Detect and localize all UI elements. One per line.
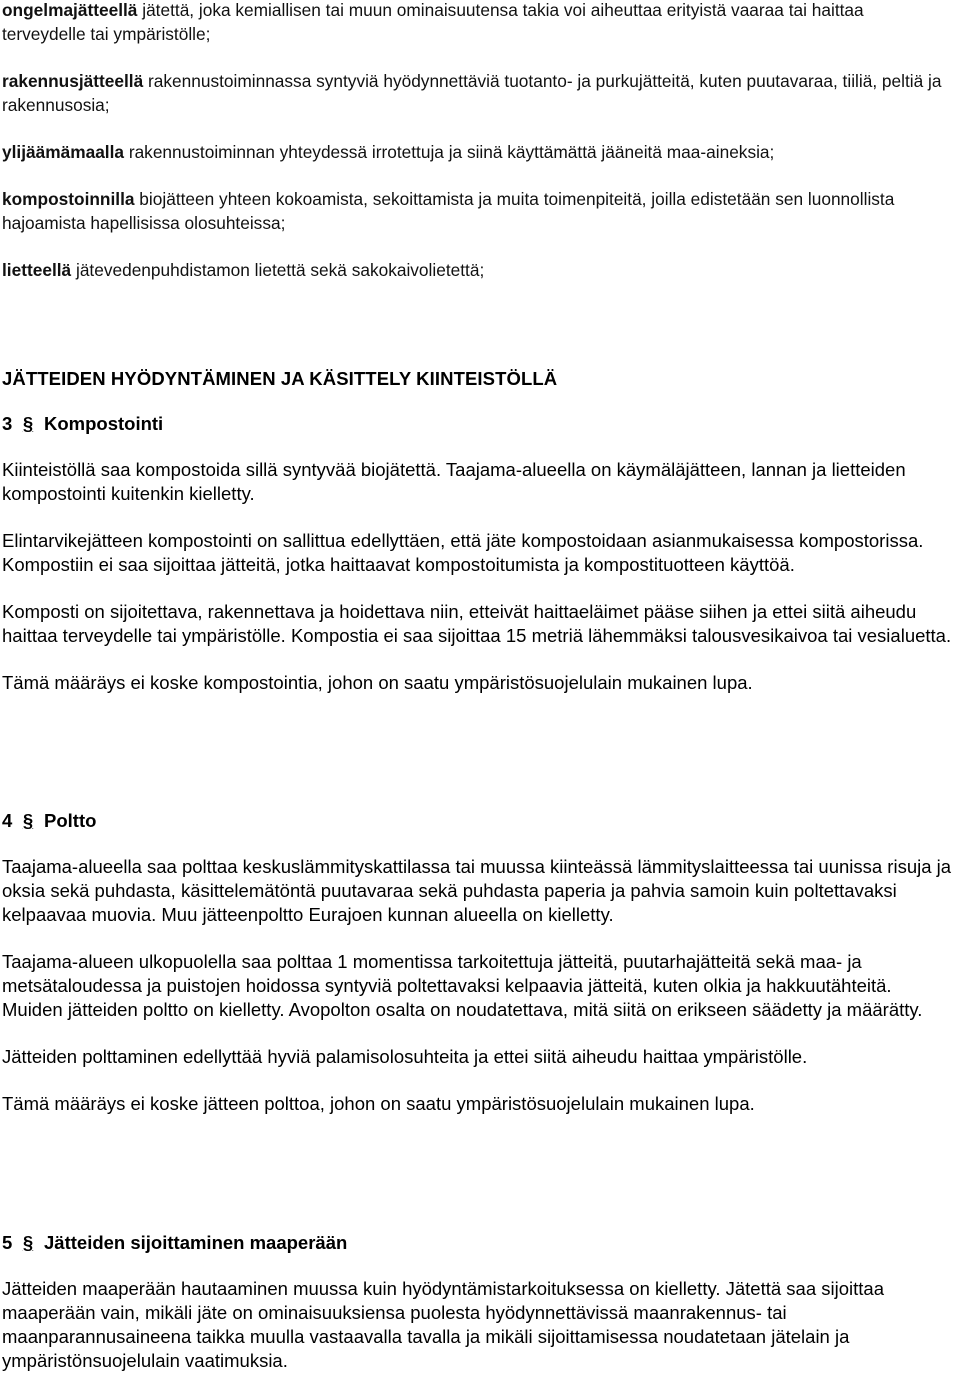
section-title: Jätteiden sijoittaminen maaperään: [44, 1232, 348, 1253]
section-title: Kompostointi: [44, 413, 164, 434]
definition-term: rakennusjätteellä: [2, 71, 144, 91]
paragraph: Jätteiden maaperään hautaaminen muussa kuin hyödyntämistarkoituksessa on kielletty. Jätettä saa sijoittaa maaperään vain, mikäli jäte on ominaisuuksiensa puolesta hyödynnettävissä maanrakennus- tai maanparannusaineena taikka muulla vastaavalla tavalla ja mikäli sijoittamisessa noudatetaan jätelain ja ympäristönsuojelulain vaatimuksia.: [2, 1278, 884, 1371]
definition-text: rakennustoiminnassa syntyviä hyödynnettäviä tuotanto- ja purkujätteitä, kuten puutavaraa, tiiliä, peltiä ja rakennusosia;: [2, 71, 942, 115]
definition-item: [2, 258, 942, 282]
paragraph: Elintarvikejätteen kompostointi on sallittua edellyttäen, että jäte kompostoidaan asianmukaisessa kompostorissa. Kompostiin ei saa sijoittaa jätteitä, jotka haittaavat kompostoitumista ja kompostituotteen käyttöä.: [2, 530, 924, 575]
definition-item: [2, 187, 942, 235]
chapter-title: JÄTTEIDEN HYÖDYNTÄMINEN JA KÄSITTELY KIINTEISTÖLLÄ: [2, 368, 558, 389]
section-body-5: [2, 1277, 957, 1396]
section-symbol: §: [22, 1232, 34, 1253]
section-heading-4: [2, 810, 96, 832]
paragraph: Jätteiden polttaminen edellyttää hyviä palamisolosuhteita ja ettei siitä aiheudu haittaa ympäristölle.: [2, 1046, 808, 1067]
definition-term: ylijäämämaalla: [2, 142, 125, 162]
definition-list: [2, 0, 942, 305]
paragraph: Komposti on sijoitettava, rakennettava ja hoidettava niin, etteivät haittaeläimet pääse siihen ja ettei siitä aiheudu haittaa terveydelle tai ympäristölle. Kompostia ei saa sijoittaa 15 metriä lähemmäksi talousvesikaivoa tai vesialuetta.: [2, 601, 952, 646]
definition-item: [2, 140, 942, 164]
section-number: 3: [2, 413, 13, 434]
definition-text: jätevedenpuhdistamon lietettä sekä sakokaivolietettä;: [71, 260, 485, 280]
section-body-3: [2, 458, 957, 718]
section-heading-5: [2, 1232, 347, 1254]
paragraph: Tämä määräys ei koske jätteen polttoa, johon on saatu ympäristösuojelulain mukainen lupa.: [2, 1093, 755, 1114]
section-title: Poltto: [44, 810, 97, 831]
definition-term: ongelmajätteellä: [2, 0, 138, 20]
paragraph: Kiinteistöllä saa kompostoida sillä syntyvää biojätettä. Taajama-alueella on käymäläjätteen, lannan ja lietteiden kompostointi kuitenkin kielletty.: [2, 459, 906, 504]
definition-item: [2, 69, 942, 117]
definition-term: lietteellä: [2, 260, 72, 280]
section-heading-3: [2, 413, 163, 435]
paragraph: Taajama-alueen ulkopuolella saa polttaa 1 momentissa tarkoitettuja jätteitä, puutarhajätteitä sekä maa- ja metsätaloudessa ja puistojen hoidossa syntyviä poltettavaksi kelpaavia jätteitä, kuten olkia ja hakkuutähteitä. Muiden jätteiden poltto on kielletty. Avopolton osalta on noudatettava, mitä siitä on erikseen säädetty ja määrätty.: [2, 951, 923, 1020]
section-body-4: [2, 855, 957, 1139]
section-symbol: §: [22, 413, 34, 434]
definition-item: [2, 0, 942, 46]
section-number: 4: [2, 810, 13, 831]
section-symbol: §: [22, 810, 34, 831]
paragraph: Taajama-alueella saa polttaa keskuslämmityskattilassa tai muussa kiinteässä lämmityslaitteessa tai uunissa risuja ja oksia sekä puhdasta, käsittelemätöntä puutavaraa sekä puhdasta paperia ja pahvia samoin kuin poltettavaksi kelpaavaa muovia. Muu jätteenpoltto Eurajoen kunnan alueella on kielletty.: [2, 856, 952, 925]
definition-text: jätettä, joka kemiallisen tai muun ominaisuutensa takia voi aiheuttaa erityistä vaaraa tai haittaa terveydelle tai ympäristölle;: [2, 0, 864, 44]
definition-term: kompostoinnilla: [2, 189, 135, 209]
definition-text: biojätteen yhteen kokoamista, sekoittamista ja muita toimenpiteitä, joilla edistetään sen luonnollista hajoamista hapellisissa olosuhteissa;: [2, 189, 895, 233]
section-number: 5: [2, 1232, 13, 1253]
definition-text: rakennustoiminnan yhteydessä irrotettuja ja siinä käyttämättä jääneitä maa-aineksia;: [124, 142, 775, 162]
paragraph: Tämä määräys ei koske kompostointia, johon on saatu ympäristösuojelulain mukainen lupa.: [2, 672, 753, 693]
